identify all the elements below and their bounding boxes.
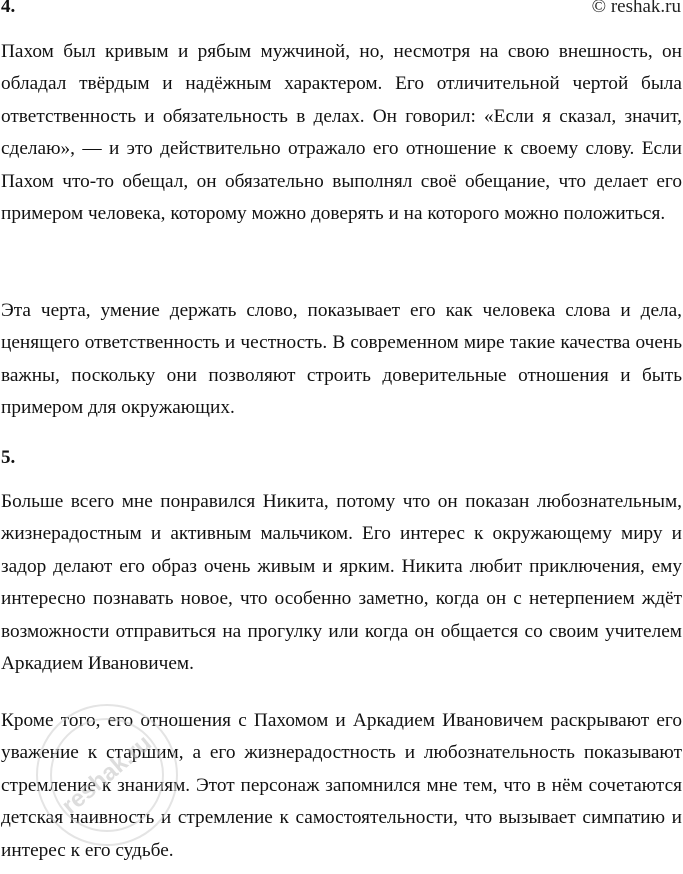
copyright-label: © reshak.ru xyxy=(591,0,681,17)
section-4-paragraph-1: Пахом был кривым и рябым мужчиной, но, несмотря на свою внешность, он обладал твёрдым и надёжным характером. Его отличительной чертой была ответственность и обязательность в делах. Он говорил: «Если я сказал, значит, сделаю», — и это действительно отражало его отношение к своему слову. Если Пахом что-то обещал, он обязательно выполнял своё обещание, что делает его примером человека, которому можно доверять и на которого можно положиться. xyxy=(1,41,682,225)
section-5-paragraph-1: Больше всего мне понравился Никита, потому что он показан любознательным, жизнерадостным и активным мальчиком. Его интерес к окружающему миру и задор делают его образ очень живым и ярким. Никита любит приключения, ему интересно познавать новое, что особенно заметно, когда он с нетерпением ждёт возможности отправиться на прогулку или когда он общается со своим учителем Аркадием Ивановичем. xyxy=(1,491,682,675)
task-number-5: 5. xyxy=(1,447,16,468)
section-4-paragraph-2: Эта черта, умение держать слово, показывает его как человека слова и дела, ценящего ответственность и честность. В современном мире такие качества очень важны, поскольку они позволяют строить доверительные отношения и быть примером для окружающих. xyxy=(1,300,682,419)
task-number-4: 4. xyxy=(1,0,16,17)
svg-text:reshak.ru: reshak.ru xyxy=(56,729,157,820)
section-5-paragraph-2: Кроме того, его отношения с Пахомом и Аркадием Ивановичем раскрывают его уважение к старшим, а его жизнерадостность и любознательность показывают стремление к знаниям. Этот персонаж запомнился мне тем, что в нём сочетаются детская наивность и стремление к самостоятельности, что вызывает симпатию и интерес к его судьбе. xyxy=(1,710,682,861)
